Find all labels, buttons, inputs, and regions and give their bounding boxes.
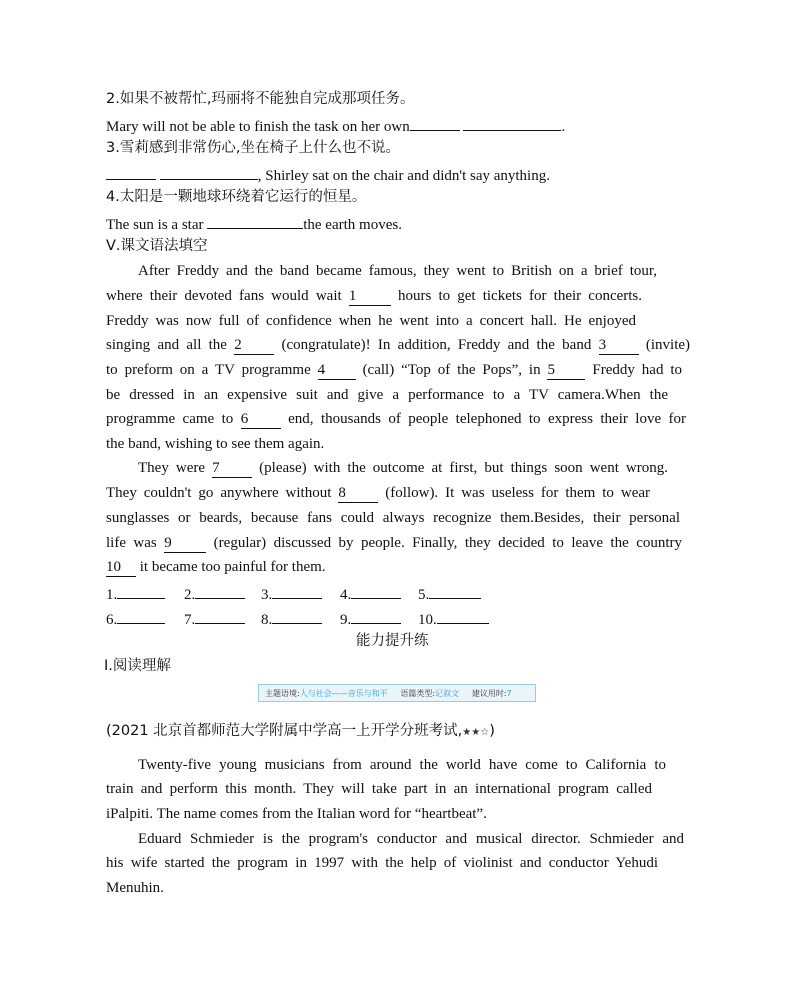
q2-english: [106, 114, 565, 137]
answer-slot-2[interactable]: [184, 582, 245, 605]
topic-value: 人与社会——音乐与和平: [299, 689, 388, 698]
source-end: ): [489, 723, 495, 739]
answer-blank[interactable]: [463, 114, 561, 131]
paragraph-line: [106, 533, 682, 553]
answer-blank[interactable]: [195, 582, 245, 599]
answer-label: 1.: [106, 587, 118, 603]
gap-number[interactable]: 10: [106, 559, 136, 577]
text: it became too painful for them.: [139, 559, 326, 575]
text: (call) “Top of the Pops”, in: [362, 362, 541, 378]
q3-english: [106, 163, 550, 186]
gap-number[interactable]: 8: [338, 485, 378, 503]
reading-line: Menuhin.: [106, 880, 164, 896]
reading-line: Eduard Schmieder is the program's conductor and musical director. Schmieder and: [138, 831, 684, 847]
gap-number[interactable]: 4: [318, 362, 356, 380]
paragraph-line: [138, 458, 668, 478]
text: (follow). It was useless for them to wear: [385, 485, 651, 501]
text: where their devoted fans would wait: [106, 288, 342, 304]
gap-number[interactable]: 7: [212, 460, 252, 478]
answer-blank[interactable]: [429, 582, 481, 599]
reading-line: his wife started the program in 1997 with the help of violinist and conductor Yehudi: [106, 855, 658, 871]
text: (please) with the outcome at first, but things soon went wrong.: [259, 460, 669, 476]
text: (congratulate)! In addition, Freddy and the band: [281, 337, 592, 353]
text: (invite): [645, 337, 691, 353]
q3-chinese: 3.雪莉感到非常伤心,坐在椅子上什么也不说。: [106, 140, 400, 156]
answer-blank[interactable]: [272, 582, 322, 599]
answer-blank[interactable]: [117, 607, 165, 624]
answer-slot-9[interactable]: [340, 607, 401, 630]
answer-label: 6.: [106, 612, 118, 628]
reading-line: train and perform this month. They will take part in an international program called: [106, 781, 652, 797]
section-title: Ⅴ.课文语法填空: [106, 238, 208, 254]
q4-english-b: the earth moves.: [303, 217, 402, 233]
q4-english: [106, 212, 402, 235]
topic-banner: [258, 684, 536, 702]
reading-section-title: Ⅰ.阅读理解: [104, 658, 171, 674]
gap-number[interactable]: 2: [234, 337, 274, 355]
answer-slot-4[interactable]: [340, 582, 401, 605]
gap-number[interactable]: 9: [164, 535, 206, 553]
answer-blank[interactable]: [351, 582, 401, 599]
paragraph-line: sunglasses or beards, because fans could always recognize them.Besides, their personal: [106, 510, 680, 526]
text: They couldn't go anywhere without: [106, 485, 332, 501]
text: to preform on a TV programme: [106, 362, 311, 378]
time-value: 7: [506, 689, 512, 698]
reading-line: Twenty-five young musicians from around the world have come to California to: [138, 757, 666, 773]
text: singing and all the: [106, 337, 227, 353]
answer-blank[interactable]: [160, 163, 258, 180]
answer-blank[interactable]: [195, 607, 245, 624]
q2-period: .: [561, 119, 566, 135]
answer-blank[interactable]: [410, 114, 460, 131]
answer-slot-5[interactable]: [418, 582, 481, 605]
gap-number[interactable]: 5: [547, 362, 585, 380]
topic-label: 主题语境:: [265, 689, 300, 698]
source-note: [106, 721, 495, 743]
text: life was: [106, 535, 157, 551]
paragraph-line: [106, 335, 690, 355]
paragraph-line: be dressed in an expensive suit and give a performance to a TV camera.When the: [106, 387, 668, 403]
q3-english-text: , Shirley sat on the chair and didn't say anything.: [257, 168, 550, 184]
answer-label: 9.: [340, 612, 352, 628]
time-label: 建议用时:: [471, 689, 507, 698]
answer-slot-7[interactable]: [184, 607, 245, 630]
text: programme came to: [106, 411, 234, 427]
text: (regular) discussed by people. Finally, they decided to leave the country: [213, 535, 683, 551]
paragraph-line: [106, 557, 326, 577]
answer-blank[interactable]: [106, 163, 156, 180]
answer-label: 5.: [418, 587, 430, 603]
difficulty-stars-icon: ★★☆: [462, 727, 490, 738]
text: Freddy had to: [592, 362, 683, 378]
paragraph-line: Freddy was now full of confidence when he went into a concert hall. He enjoyed: [106, 313, 636, 329]
text: end, thousands of people telephoned to express their love for: [288, 411, 687, 427]
q4-english-a: The sun is a star: [106, 217, 204, 233]
paragraph-line: After Freddy and the band became famous, they went to British on a brief tour,: [138, 263, 657, 279]
paragraph-line: [106, 286, 642, 306]
answer-slot-1[interactable]: [106, 582, 165, 605]
answer-blank[interactable]: [117, 582, 165, 599]
answer-blank[interactable]: [351, 607, 401, 624]
answer-label: 7.: [184, 612, 196, 628]
gap-number[interactable]: 3: [599, 337, 639, 355]
paragraph-line: [106, 483, 650, 503]
answer-slot-8[interactable]: [261, 607, 322, 630]
text: hours to get tickets for their concerts.: [397, 288, 643, 304]
answer-label: 10.: [418, 612, 437, 628]
answer-blank[interactable]: [272, 607, 322, 624]
answer-slot-10[interactable]: [418, 607, 489, 630]
answer-slot-3[interactable]: [261, 582, 322, 605]
ability-title: 能力提升练: [356, 633, 429, 649]
answer-label: 8.: [261, 612, 273, 628]
q2-english-text: Mary will not be able to finish the task on her own: [106, 119, 410, 135]
genre-label: 语篇类型:: [400, 689, 436, 698]
q2-chinese: 2.如果不被帮忙,玛丽将不能独自完成那项任务。: [106, 91, 415, 107]
text: They were: [138, 460, 206, 476]
paragraph-line: the band, wishing to see them again.: [106, 436, 325, 452]
answer-slot-6[interactable]: [106, 607, 165, 630]
source-text: (2021 北京首都师范大学附属中学高一上开学分班考试,: [106, 723, 463, 739]
answer-label: 4.: [340, 587, 352, 603]
paragraph-line: [106, 360, 682, 380]
paragraph-line: [106, 409, 686, 429]
answer-label: 2.: [184, 587, 196, 603]
answer-blank[interactable]: [437, 607, 489, 624]
reading-line: iPalpiti. The name comes from the Italian word for “heartbeat”.: [106, 806, 487, 822]
answer-label: 3.: [261, 587, 273, 603]
gap-number[interactable]: 1: [349, 288, 391, 306]
gap-number[interactable]: 6: [241, 411, 281, 429]
answer-blank[interactable]: [207, 212, 303, 229]
q4-chinese: 4.太阳是一颗地球环绕着它运行的恒星。: [106, 189, 367, 205]
genre-value: 记叙文: [435, 689, 460, 698]
